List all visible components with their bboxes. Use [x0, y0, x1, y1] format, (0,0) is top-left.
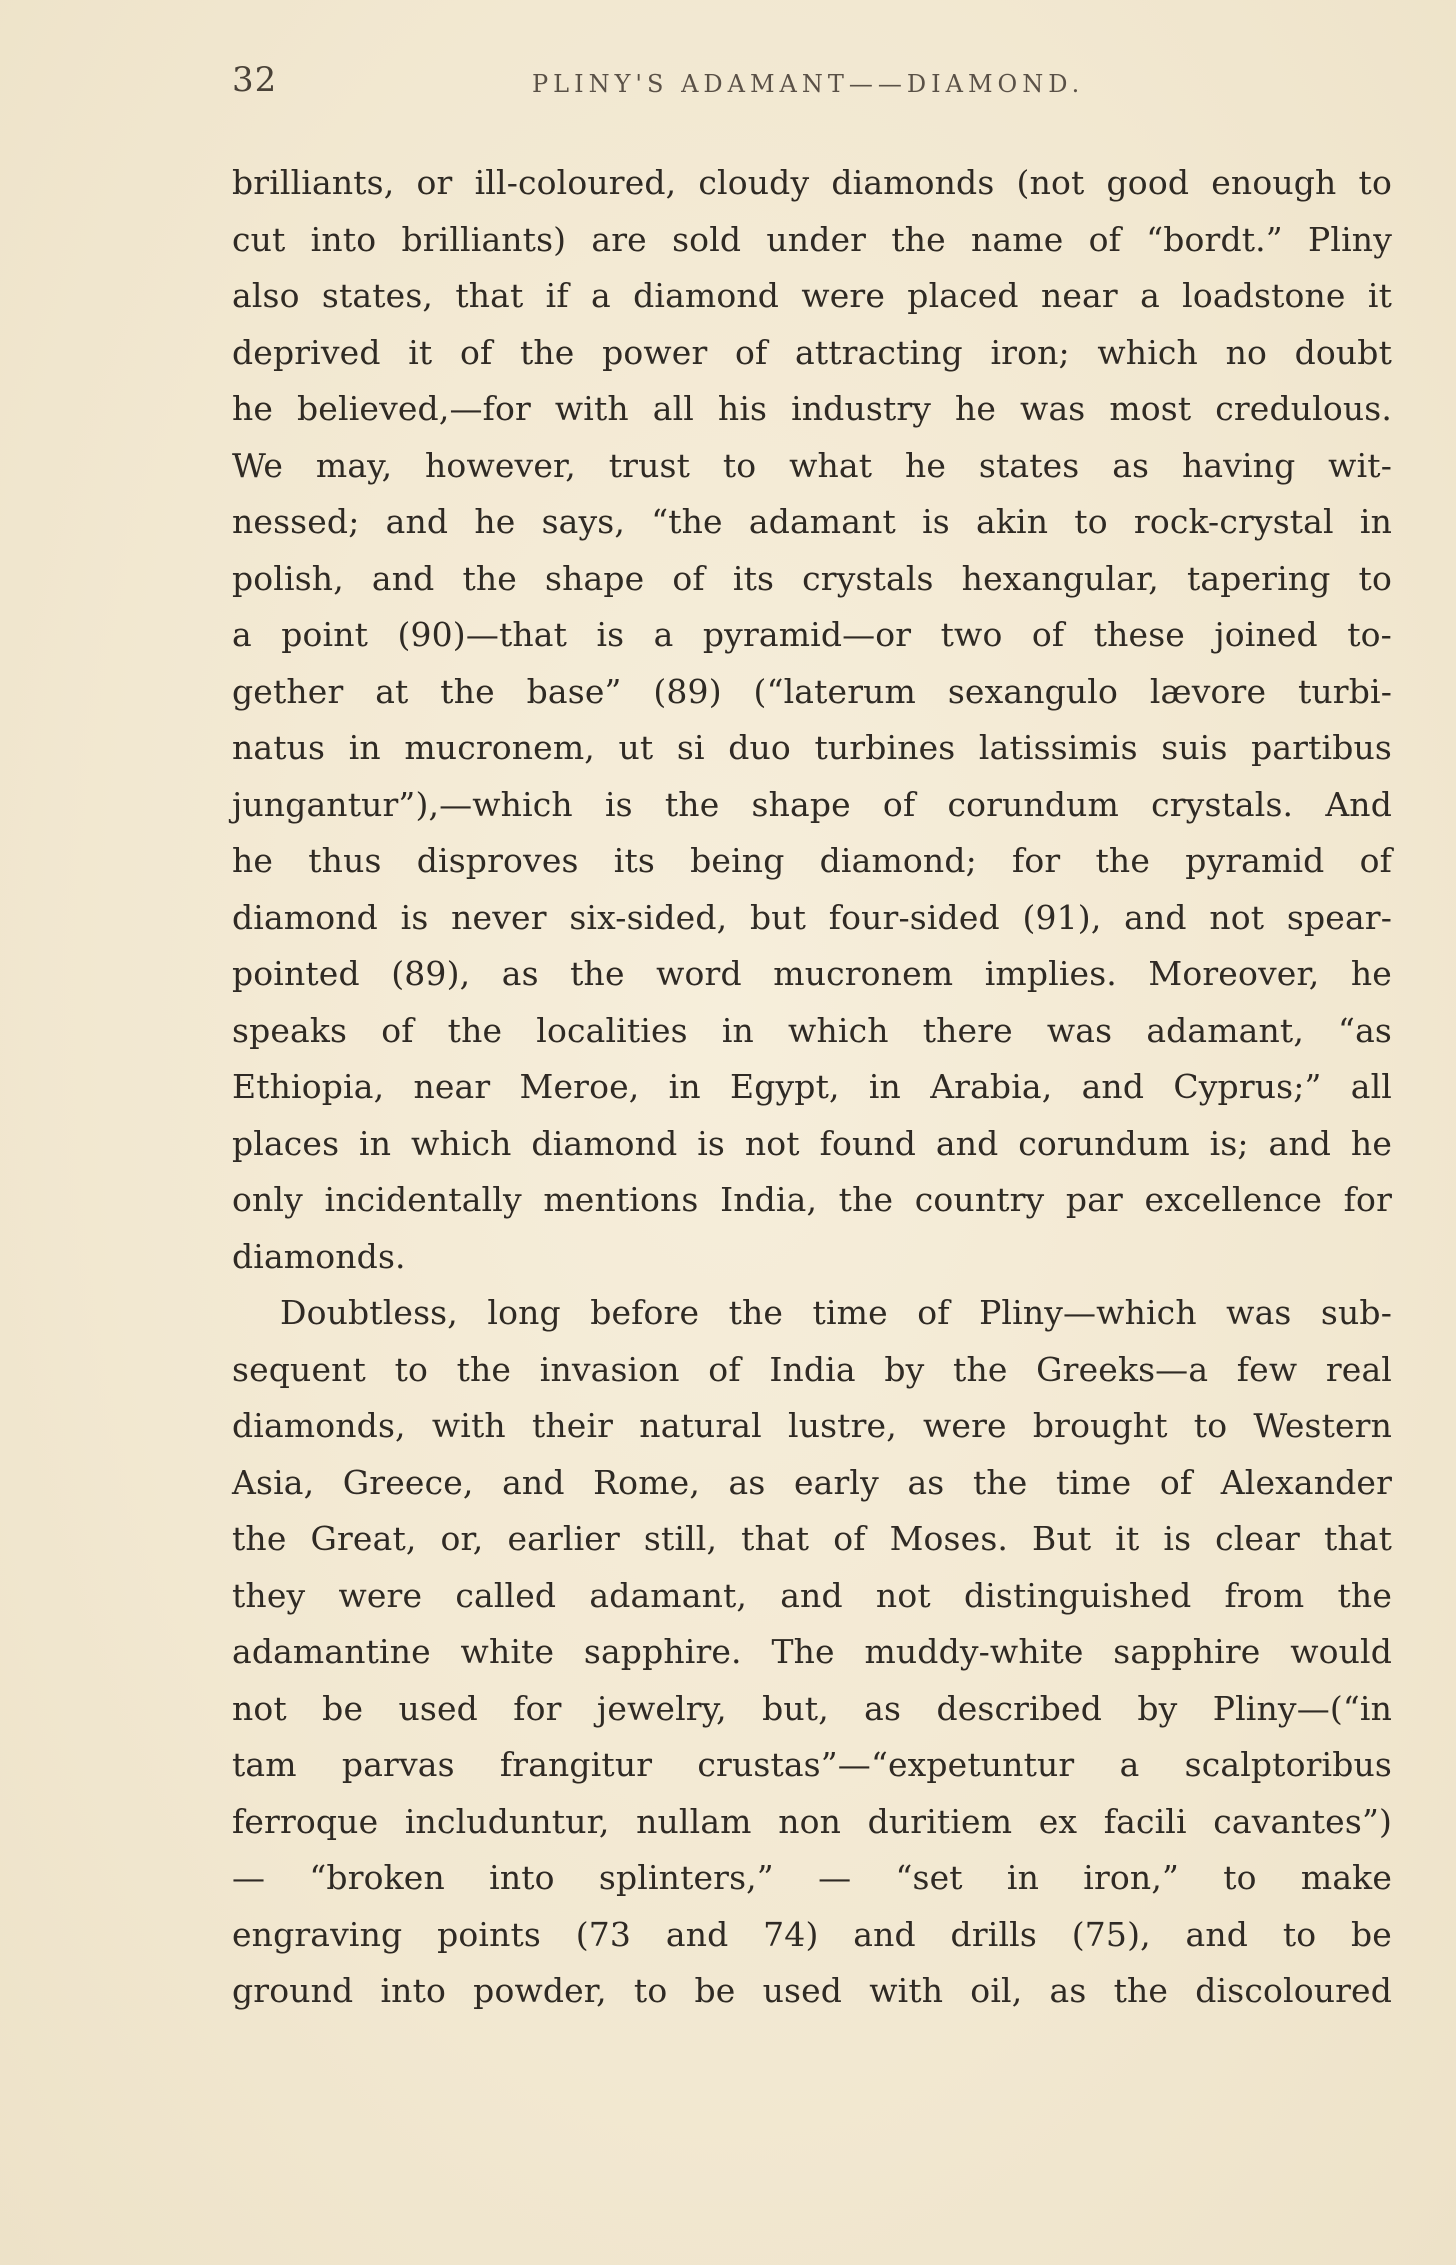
text-line: tam parvas frangitur crustas”—“expetuntur a scalptoribus — [232, 1745, 1392, 1784]
text-line: polish, and the shape of its crystals hexangular, tapering to — [232, 558, 1392, 598]
text-line: diamond is never six-sided, but four-sided (91), and not spear- — [232, 897, 1392, 937]
text-line: sequent to the invasion of India by the Greeks—a few real — [232, 1349, 1392, 1389]
text-line: — “broken into splinters,” — “set in iron,” to make — [232, 1858, 1392, 1897]
text-line: engraving points (73 and 74) and drills (75), and to be — [232, 1914, 1392, 1954]
text-line: natus in mucronem, ut si duo turbines latissimis suis partibus — [232, 728, 1392, 767]
text-line: not be used for jewelry, but, as described by Pliny—(“in — [232, 1688, 1392, 1728]
body-text — [232, 155, 1392, 2020]
text-line: ferroque includuntur, nullam non duritiem ex facili cavantes”) — [232, 1801, 1392, 1841]
text-line: ground into powder, to be used with oil, as the discoloured — [232, 1971, 1392, 2010]
text-line: a point (90)—that is a pyramid—or two of these joined to- — [232, 615, 1392, 654]
text-line: he believed,—for with all his industry he was most credulous. — [232, 389, 1392, 428]
text-line: jungantur”),—which is the shape of corundum crystals. And — [232, 784, 1392, 824]
page-number: 32 — [232, 60, 278, 100]
paragraph-start-line: Doubtless, long before the time of Pliny—which was sub- — [280, 1293, 1392, 1332]
text-line: Asia, Greece, and Rome, as early as the time of Alexander — [232, 1462, 1392, 1502]
text-line: cut into brilliants) are sold under the name of “bordt.” Pliny — [232, 219, 1392, 259]
text-line: places in which diamond is not found and corundum is; and he — [232, 1123, 1392, 1163]
text-line: deprived it of the power of attracting iron; which no doubt — [232, 332, 1392, 372]
page-header — [232, 60, 1392, 120]
text-line: We may, however, trust to what he states as having wit- — [232, 445, 1392, 485]
text-line: diamonds, with their natural lustre, were brought to Western — [232, 1406, 1392, 1445]
text-line: adamantine white sapphire. The muddy-white sapphire would — [232, 1632, 1392, 1671]
text-line: only incidentally mentions India, the country par excellence for — [232, 1180, 1392, 1219]
text-line: the Great, or, earlier still, that of Moses. But it is clear that — [232, 1519, 1392, 1558]
text-line: he thus disproves its being diamond; for the pyramid of — [232, 841, 1392, 880]
text-line: gether at the base” (89) (“laterum sexangulo lævore turbi- — [232, 671, 1392, 711]
text-line: brilliants, or ill-coloured, cloudy diamonds (not good enough to — [232, 163, 1392, 202]
text-line: they were called adamant, and not distinguished from the — [232, 1575, 1392, 1615]
text-line: speaks of the localities in which there was adamant, “as — [232, 1010, 1392, 1050]
running-head: PLINY'S ADAMANT——DIAMOND. — [532, 70, 1085, 98]
text-line: also states, that if a diamond were placed near a loadstone it — [232, 276, 1392, 315]
text-line: Ethiopia, near Meroe, in Egypt, in Arabia, and Cyprus;” all — [232, 1067, 1392, 1106]
paragraph-end-line: diamonds. — [232, 1236, 406, 1276]
text-line: pointed (89), as the word mucronem implies. Moreover, he — [232, 954, 1392, 993]
text-line: nessed; and he says, “the adamant is akin to rock-crystal in — [232, 502, 1392, 541]
